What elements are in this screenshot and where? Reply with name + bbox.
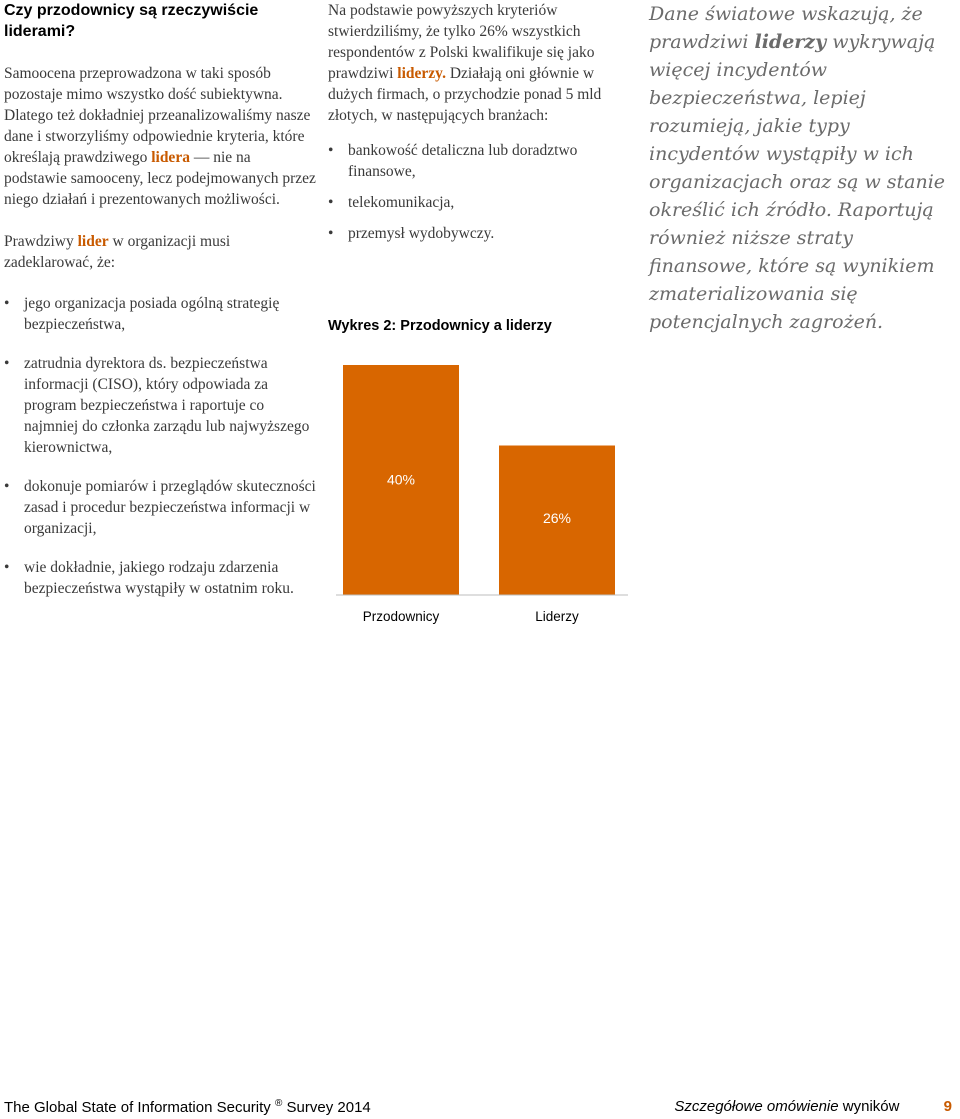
footer-title-text: The Global State of Information Security [4, 1099, 271, 1116]
category-label: Liderzy [535, 609, 579, 624]
criteria-item: • jego organizacja posiada ogólną strategię bezpieczeństwa, [4, 293, 316, 335]
criteria-item: • dokonuje pomiarów i przeglądów skuteczności zasad i procedur bezpieczeństwa informacji w organizacji, [4, 476, 316, 539]
bar-chart [328, 350, 628, 635]
results-paragraph [328, 0, 628, 126]
criteria-text-start: Prawdziwy [4, 233, 74, 250]
quote-text-end: wykrywają więcej incydentów bezpieczeństwa, lepiej rozumieją, jakie typy incydentów wystąpiły w ich organizacjach oraz są w stanie określić ich źródło. Raportują również niższe straty finansowe, które są wynikiem zmaterializowania się potencjalnych zagrożeń. [649, 31, 946, 333]
criteria-text-end: w organizacji musi zadeklarować, że: [4, 233, 231, 271]
footer-title-text2: Survey 2014 [286, 1099, 371, 1116]
middle-column [328, 0, 628, 624]
page-number: 9 [943, 1098, 952, 1115]
footer-section-word1: Szczegółowe [674, 1098, 763, 1115]
quote-text-start: Dane światowe wskazują, że prawdziwi [649, 3, 923, 53]
intro-text: Samoocena przeprowadzona w taki sposób pozostaje mimo wszystko dość subiektywna. Dlatego też dokładniej przeanalizowaliśmy nasze dane i stworzyliśmy odpowiednie kryteria, które określają prawdziwego [4, 65, 311, 166]
pull-quote [649, 0, 955, 336]
results-text-end: Działają oni głównie w dużych firmach, o przychodzie ponad 5 mld złotych, w następujących branżach: [328, 65, 602, 124]
intro-paragraph [4, 63, 316, 210]
intro-text-end: — nie na podstawie samooceny, lecz podejmowanych przez niego działań i prezentowanych możliwości. [4, 149, 316, 208]
criteria-list [4, 293, 316, 599]
registered-mark: ® [274, 1098, 283, 1109]
industries-list [328, 140, 628, 244]
industry-item: • telekomunikacja, [328, 192, 628, 213]
criteria-item: • wie dokładnie, jakiego rodzaju zdarzenia bezpieczeństwa wystąpiły w ostatnim roku. [4, 557, 316, 599]
data-label: 26% [542, 510, 572, 527]
quote-bold-term: liderzy [754, 31, 827, 53]
left-column [4, 0, 316, 599]
intro-bold-term: lidera [151, 149, 190, 166]
criteria-intro [4, 231, 316, 273]
chart-title: Wykres 2: Przodownicy a liderzy [328, 318, 552, 334]
industry-item: • bankowość detaliczna lub doradztwo finansowe, [328, 140, 628, 182]
category-label: Przodownicy [362, 609, 440, 624]
results-text-start: Na podstawie powyższych kryteriów stwierdziliśmy, że tylko 26% wszystkich respondentów z Polski kwalifikuje się jako prawdziwi [328, 2, 595, 82]
footer-section-word2: omówienie [766, 1098, 839, 1115]
criteria-bold-term: lider [77, 233, 109, 250]
data-label: 40% [386, 471, 416, 488]
footer-section-word3: wyników [842, 1098, 900, 1115]
criteria-item: • zatrudnia dyrektora ds. bezpieczeństwa informacji (CISO), który odpowiada za program bezpieczeństwa i raportuje co najmniej do członka zarządu lub najwyższego kierownictwa, [4, 353, 316, 458]
section-heading: Czy przodownicy są rzeczywiście liderami? [4, 2, 259, 40]
footer-section [674, 1098, 952, 1115]
industry-item: • przemysł wydobywczy. [328, 223, 628, 244]
right-column [649, 0, 955, 336]
footer-title [4, 1098, 371, 1116]
results-bold-term: liderzy. [397, 65, 446, 82]
